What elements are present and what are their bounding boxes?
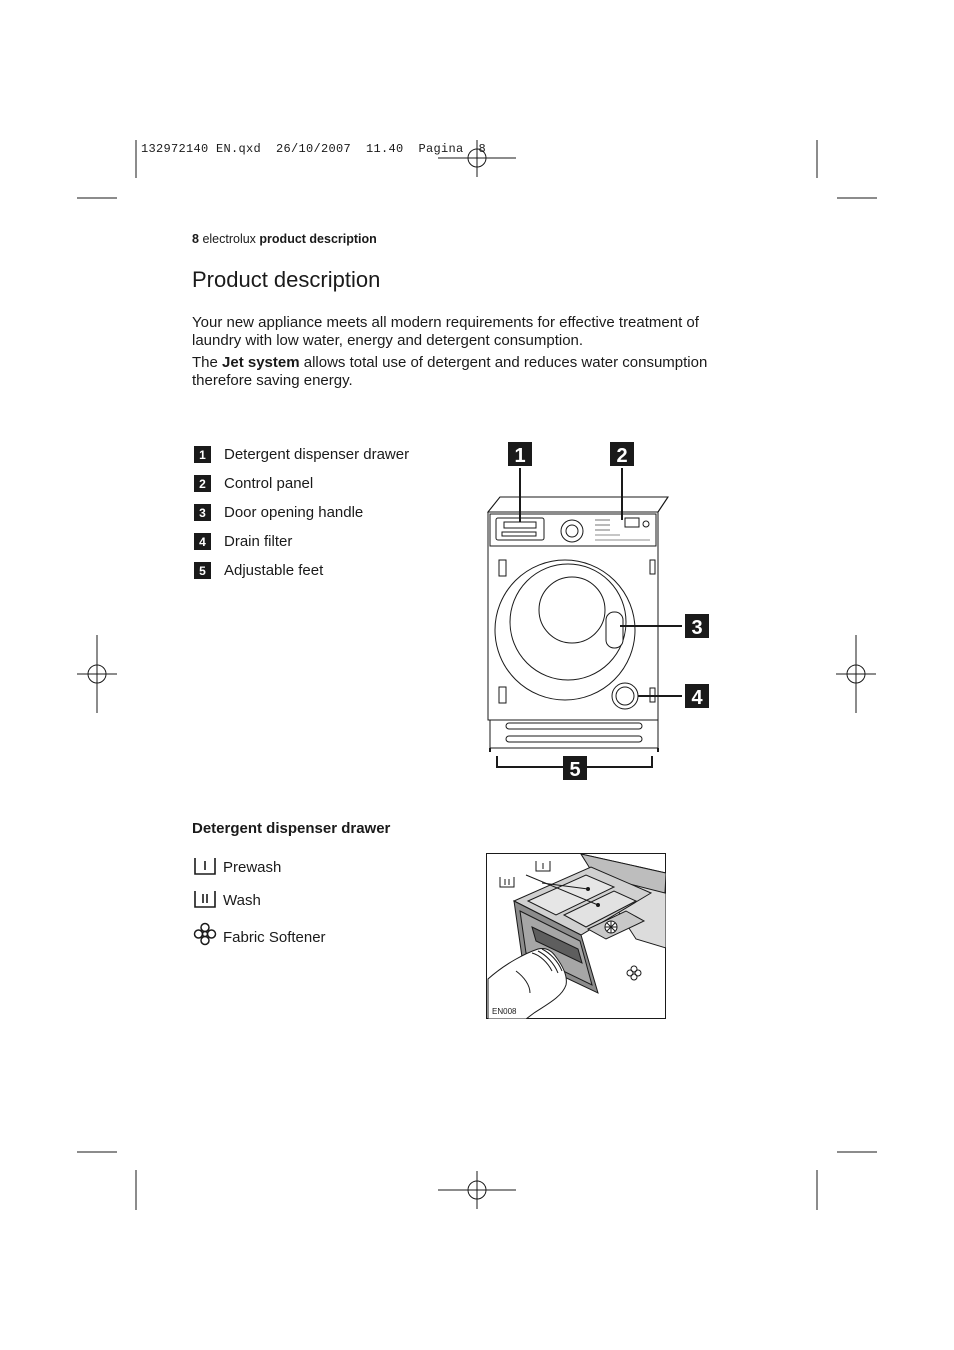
callout-2 [610, 442, 634, 467]
washing-machine-illustration [480, 440, 720, 785]
running-head [192, 232, 377, 246]
part-number-badge: 5 [194, 562, 211, 579]
callout-4 [685, 684, 709, 709]
part-label: Door opening handle [224, 504, 364, 521]
compartment-item [193, 889, 261, 909]
wash-icon [193, 889, 217, 909]
intro-text: allows total use of detergent and reduces water consumption therefore saving energy. [192, 354, 708, 389]
svg-text:1: 1 [514, 445, 526, 467]
svg-text:2: 2 [616, 445, 628, 467]
section-name: product description [259, 232, 377, 246]
part-label: Detergent dispenser drawer [224, 446, 410, 463]
svg-text:4: 4 [691, 687, 703, 709]
drawer-section-title: Detergent dispenser drawer [192, 820, 391, 837]
brand-name: electrolux [202, 232, 256, 246]
legend-item [194, 445, 409, 474]
part-number-badge: 3 [194, 504, 211, 521]
intro-text: The [192, 354, 223, 371]
part-label: Control panel [224, 475, 314, 492]
legend-item [194, 561, 409, 590]
part-label: Adjustable feet [224, 562, 324, 579]
file-slug: 132972140 EN.qxd 26/10/2007 11.40 Pagina 8 [141, 142, 487, 156]
part-number-badge: 2 [194, 475, 211, 492]
jet-system-term: Jet system [222, 354, 300, 371]
compartment-label: Fabric Softener [223, 929, 326, 946]
prewash-icon [193, 856, 217, 876]
part-number-badge: 4 [194, 533, 211, 550]
compartment-item [193, 922, 326, 946]
page-number: 8 [192, 232, 199, 246]
compartment-label: Wash [223, 892, 261, 909]
intro-paragraph-2 [192, 354, 752, 390]
fabric-softener-icon [193, 922, 217, 946]
legend-item [194, 503, 409, 532]
compartment-label: Prewash [223, 859, 282, 876]
part-number-badge: 1 [194, 446, 211, 463]
callout-5 [563, 756, 587, 781]
dispenser-drawer-illustration [486, 853, 666, 1019]
compartment-item [193, 856, 281, 876]
page-title: Product description [192, 267, 381, 292]
legend-item [194, 474, 409, 503]
figure-code: EN008 [492, 1007, 517, 1016]
callout-1 [508, 442, 532, 467]
legend-item [194, 532, 409, 561]
svg-text:5: 5 [569, 759, 581, 781]
parts-legend [194, 445, 409, 590]
callout-3 [685, 614, 709, 639]
part-label: Drain filter [224, 533, 293, 550]
intro-paragraph-1: Your new appliance meets all modern requirements for effective treatment of laundry with low water, energy and detergent consumption. [192, 314, 699, 349]
svg-text:3: 3 [691, 617, 703, 639]
